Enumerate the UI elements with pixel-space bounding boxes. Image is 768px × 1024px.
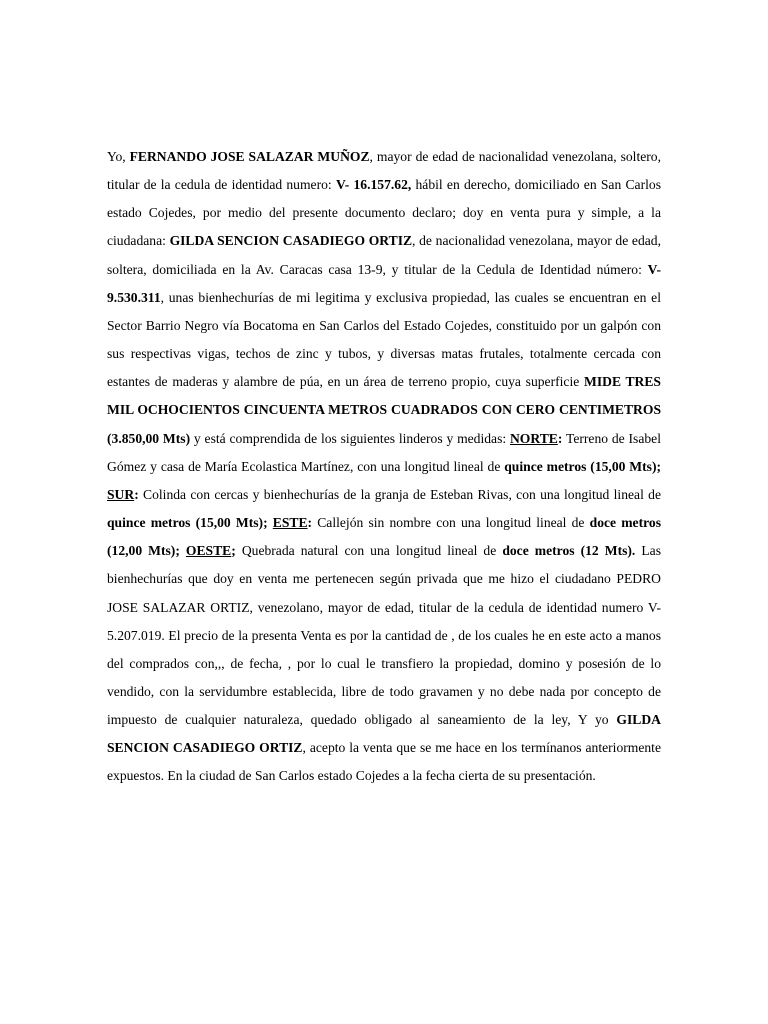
text-segment: MIDE TRES MIL OCHOCIENTOS CINCUENTA METROS CUADRADOS CON CERO CENTIMETROS (3.850,00 Mts)	[107, 374, 661, 446]
text-segment: ;	[231, 543, 236, 559]
text-segment: Callejón sin nombre con una longitud lineal de	[312, 515, 590, 531]
bold-segment	[273, 515, 308, 530]
bold-segment	[502, 543, 635, 558]
underlined-segment	[510, 431, 558, 446]
underlined-segment	[107, 487, 134, 502]
text-segment: ESTE	[272, 515, 308, 531]
text-segment: y está comprendida de los siguientes linderos y medidas:	[190, 430, 510, 446]
text-segment: :	[307, 515, 313, 531]
text-segment: V- 9.530.311	[107, 261, 661, 305]
text-segment: quince metros (15,00 Mts);	[504, 458, 661, 474]
underlined-segment	[186, 543, 231, 558]
underlined-segment	[273, 515, 308, 530]
bold-segment	[510, 431, 558, 446]
bold-segment	[336, 177, 411, 192]
text-segment: doce metros (12,00 Mts);	[107, 515, 661, 559]
bold-segment	[170, 233, 412, 248]
text-segment: :	[557, 430, 563, 446]
text-segment: , acepto la venta que se me hace en los termínanos anteriormente expuestos. En la ciudad de San Carlos estado Cojedes a la fecha cierta de su presentación.	[107, 740, 661, 784]
text-segment: NORTE	[509, 430, 558, 446]
text-segment: quince metros (15,00 Mts);	[107, 515, 268, 531]
text-segment: Colinda con cercas y bienhechurías de la granja de Esteban Rivas, con una longitud lineal de	[138, 486, 661, 502]
text-segment: , de nacionalidad venezolana, mayor de edad, soltera, domiciliada en la Av. Caracas casa 13-9, y titular de la Cedula de Identidad número:	[107, 233, 661, 277]
document-body-paragraph	[107, 143, 661, 791]
text-segment: V- 16.157.62,	[335, 177, 412, 193]
bold-segment	[107, 487, 134, 502]
text-segment: GILDA SENCION CASADIEGO ORTIZ	[107, 712, 661, 756]
text-segment: SUR	[107, 486, 135, 502]
bold-segment	[107, 515, 268, 530]
text-segment: doce metros (12 Mts).	[502, 543, 636, 559]
bold-segment	[130, 149, 370, 164]
text-segment: , unas bienhechurías de mi legitima y exclusiva propiedad, las cuales se encuentran en el Sector Barrio Negro vía Bocatoma en San Carlos del Estado Cojedes, constituido por un galpón con sus respectivas vigas, techos de zinc y tubos, y diversas matas frutales, totalmente cercada con estantes de maderas y alambre de púa, en un área de terreno propio, cuya superficie	[107, 289, 661, 390]
text-segment: , mayor de edad de nacionalidad venezolana, soltero, titular de la cedula de identidad numero:	[107, 149, 661, 193]
bold-segment	[186, 543, 231, 558]
text-segment: Yo,	[107, 149, 130, 164]
text-segment: FERNANDO JOSE SALAZAR MUÑOZ	[129, 149, 370, 164]
text-segment: hábil en derecho, domiciliado en San Carlos estado Cojedes, por medio del presente documento declaro; doy en venta pura y simple, a la ciudadana:	[107, 177, 661, 249]
text-segment: Terreno de Isabel Gómez y casa de María Ecolastica Martínez, con una longitud lineal de	[107, 430, 661, 474]
text-segment: Las bienhechurías que doy en venta me pertenecen según privada que me hizo el ciudadano PEDRO JOSE SALAZAR ORTIZ, venezolano, mayor de edad, titular de la cedula de identidad numero V- 5.207.019. El precio de la presenta Venta es por la cantidad de , de los cuales he en este acto a manos del comprados con,,, de fecha, , por lo cual le transfiero la propiedad, domino y posesión de lo vendido, con la servidumbre establecida, libre de todo gravamen y no debe nada por concepto de impuesto de cualquier naturaleza, quedado obligado al saneamiento de la ley, Y yo	[107, 543, 661, 728]
text-segment: :	[134, 486, 139, 502]
text-segment: Quebrada natural con una longitud lineal de	[235, 543, 503, 559]
text-segment: OESTE	[185, 543, 232, 559]
text-segment: GILDA SENCION CASADIEGO ORTIZ	[169, 233, 413, 249]
bold-segment	[504, 459, 661, 474]
